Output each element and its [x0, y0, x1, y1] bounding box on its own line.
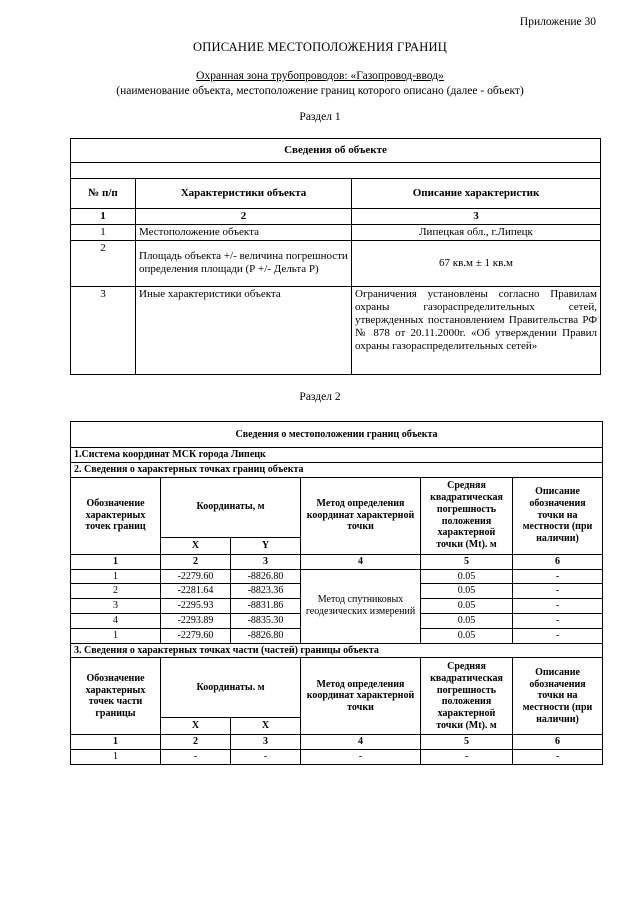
boundary-location-table: [70, 421, 603, 765]
point-description: -: [513, 628, 603, 643]
col-index: 4: [301, 554, 421, 569]
spacer-row: [71, 163, 601, 179]
table-row: [71, 569, 603, 584]
row-characteristic: Местоположение объекта: [136, 224, 352, 240]
header-part-point-designation: Обозначение характерных точек части границы: [71, 658, 161, 735]
object-info-table: [70, 138, 601, 375]
point-error: 0.05: [421, 613, 513, 628]
col-index: 3: [231, 554, 301, 569]
header-part-coordinates: Координаты. м: [161, 658, 301, 718]
col-index: 4: [301, 735, 421, 750]
part-point-x: -: [161, 750, 231, 765]
header-part-error: Средняя квадратическая погрешность положения характерной точки (Mt). м: [421, 658, 513, 735]
col-index: 6: [513, 735, 603, 750]
col-header-characteristic: Характеристики объекта: [136, 179, 352, 209]
part-point-description: -: [513, 750, 603, 765]
point-error: 0.05: [421, 599, 513, 614]
header-part-x: X: [161, 718, 231, 735]
row-number: 2: [71, 240, 136, 286]
col-index: 5: [421, 554, 513, 569]
row-number: 1: [71, 224, 136, 240]
section-1-label: Раздел 1: [299, 111, 341, 123]
point-x: -2281.64: [161, 584, 231, 599]
point-number: 1: [71, 569, 161, 584]
header-y: Y: [231, 537, 301, 554]
table-row: [71, 224, 601, 240]
col-index: 1: [71, 554, 161, 569]
point-number: 4: [71, 613, 161, 628]
row-description: Ограничения установлены согласно Правилам охраны газораспределительных сетей, утвержденных постановлением Правительства РФ № 878 от 20.11.2000г. «Об утверждении Правил охраны газораспределительных сетей»: [352, 286, 601, 374]
part-point-y: -: [231, 750, 301, 765]
header-point-designation: Обозначение характерных точек границ: [71, 477, 161, 554]
col-index: 1: [71, 209, 136, 225]
header-part-point-description: Описание обозначения точки на местности (при наличии): [513, 658, 603, 735]
header-method: Метод определения координат характерной точки: [301, 477, 421, 554]
point-y: -8835.30: [231, 613, 301, 628]
appendix-label: Приложение 30: [519, 16, 596, 28]
coord-system: 1.Система координат МСК города Липецк: [71, 448, 603, 463]
col-index: 3: [352, 209, 601, 225]
col-index: 2: [161, 735, 231, 750]
header-point-description: Описание обозначения точки на местности (при наличии): [513, 477, 603, 554]
col-index: 2: [136, 209, 352, 225]
point-description: -: [513, 599, 603, 614]
point-y: -8826.80: [231, 569, 301, 584]
row-characteristic: Иные характеристики объекта: [136, 286, 352, 374]
point-number: 1: [71, 628, 161, 643]
col-index: 5: [421, 735, 513, 750]
point-x: -2293.89: [161, 613, 231, 628]
object-name-text: Охранная зона трубопроводов: «Газопровод-ввод»: [196, 70, 444, 82]
part-point-error: -: [421, 750, 513, 765]
boundary-caption: Сведения о местоположении границ объекта: [71, 422, 603, 448]
point-description: -: [513, 584, 603, 599]
point-x: -2295.93: [161, 599, 231, 614]
point-number: 2: [71, 584, 161, 599]
col-header-description: Описание характеристик: [352, 179, 601, 209]
point-description: -: [513, 613, 603, 628]
col-index: 3: [231, 735, 301, 750]
row-description: 67 кв.м ± 1 кв.м: [352, 240, 601, 286]
header-part-y: X: [231, 718, 301, 735]
header-x: X: [161, 537, 231, 554]
point-error: 0.05: [421, 569, 513, 584]
col-index: 1: [71, 735, 161, 750]
table-row: [71, 240, 601, 286]
part-point-method: -: [301, 750, 421, 765]
object-info-caption: Сведения об объекте: [71, 139, 601, 163]
point-y: -8826.80: [231, 628, 301, 643]
point-error: 0.05: [421, 628, 513, 643]
point-description: -: [513, 569, 603, 584]
row-description: Липецкая обл., г.Липецк: [352, 224, 601, 240]
header-coordinates: Координаты, м: [161, 477, 301, 537]
object-name: [0, 70, 640, 82]
col-index: 2: [161, 554, 231, 569]
point-y: -8823.36: [231, 584, 301, 599]
point-method: Метод спутниковых геодезических измерений: [301, 569, 421, 643]
subsection-points: 2. Сведения о характерных точках границ объекта: [71, 462, 603, 477]
section-2-label: Раздел 2: [299, 391, 341, 403]
point-number: 3: [71, 599, 161, 614]
row-number: 3: [71, 286, 136, 374]
header-error: Средняя квадратическая погрешность положения характерной точки (Mt). м: [421, 477, 513, 554]
point-x: -2279.60: [161, 569, 231, 584]
document-title: ОПИСАНИЕ МЕСТОПОЛОЖЕНИЯ ГРАНИЦ: [193, 40, 447, 54]
header-part-method: Метод определения координат характерной точки: [301, 658, 421, 735]
subsection-part-points: 3. Сведения о характерных точках части (частей) границы объекта: [71, 643, 603, 658]
table-row: [71, 286, 601, 374]
col-index: 6: [513, 554, 603, 569]
row-characteristic: Площадь объекта +/- величина погрешности определения площади (Р +/- Дельта Р): [136, 240, 352, 286]
table-row: [71, 750, 603, 765]
point-y: -8831.86: [231, 599, 301, 614]
part-point-number: 1: [71, 750, 161, 765]
object-note: (наименование объекта, местоположение границ которого описано (далее - объект): [116, 85, 524, 97]
point-error: 0.05: [421, 584, 513, 599]
col-header-number: № п/п: [71, 179, 136, 209]
point-x: -2279.60: [161, 628, 231, 643]
